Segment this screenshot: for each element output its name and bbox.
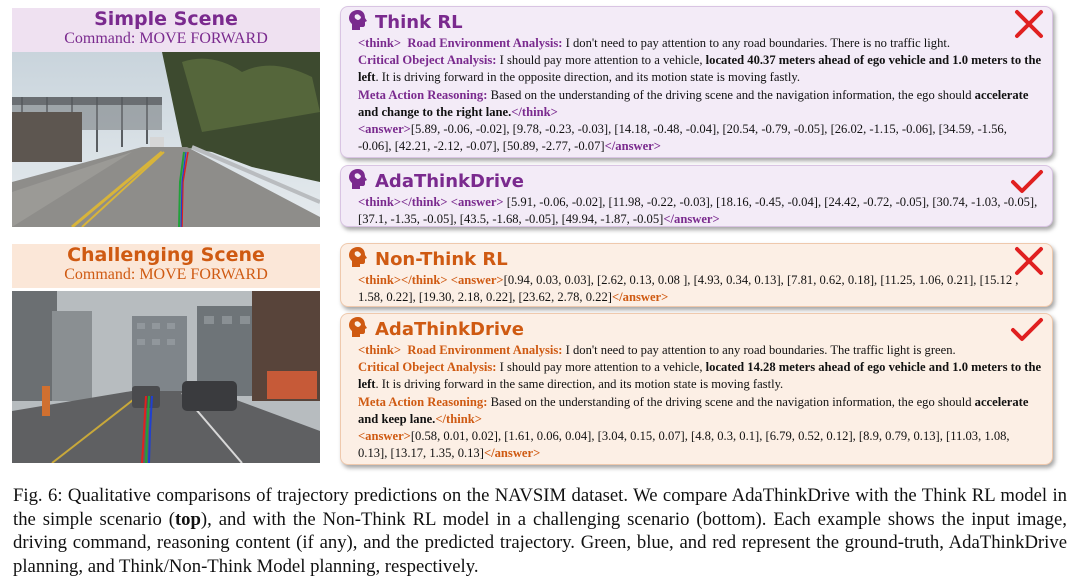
correct-check-icon <box>1010 168 1044 201</box>
simple-scene-command: Command: MOVE FORWARD <box>64 30 268 47</box>
simple-scene-image <box>12 52 320 227</box>
non-think-rl-answer: <think></think> <answer>[0.94, 0.03, 0.03], [2.62, 0.13, 0.08 ], [4.93, 0.34, 0.13], [7.81, 0.62, 0.18], [11.25, 1.06, 0.21], [15.12 , 1.58, 0.22], [19.30, 2.18, 0.22], [23.62, 2.78, 0.22]</answer> <box>358 273 1019 305</box>
adathinkdrive-challenging-reasoning: <think> Road Environment Analysis: I don't need to pay attention to any road boundaries. The traffic light is green. Critical Obeject Analysis: I should pay more attention to a vehicle, located 14.28 meters ahead of ego vehicle and 1.0 meters to the left. It is driving forward in the same direction, and its motion state is moving fastly. Meta Action Reasoning: Based on the understanding of the driving scene and the navigation information, the ego should accelerate and keep lane.</think> <answer>[0.58, 0.01, 0.02], [1.61, 0.06, 0.04], [3.04, 0.15, 0.07], [4.8, 0.3, 0.1], [6.79, 0.52, 0.12], [8.9, 0.79, 0.13], [11.03, 1.08, 0.13], [13.17, 1.35, 0.13]</answer> <box>358 343 1042 461</box>
correct-check-icon <box>1010 316 1044 349</box>
non-think-rl-panel <box>340 243 1053 307</box>
adathinkdrive-challenging-panel <box>340 313 1053 465</box>
adathinkdrive-simple-panel <box>340 165 1053 227</box>
figure-caption: Fig. 6: Qualitative comparisons of trajectory predictions on the NAVSIM dataset. We compare AdaThinkDrive with the Think RL model in the simple scenario (top), and with the Non-Think RL model in a challenging scenario (bottom). Each example shows the input image, driving command, reasoning content (if any), and the predicted trajectory. Green, blue, and red represent the ground-truth, AdaThinkDrive planning, and Think/Non-Think Model planning, respectively. <box>13 485 1067 577</box>
think-rl-title: Think RL <box>375 12 463 33</box>
challenging-scene-image <box>12 291 320 463</box>
brain-head-icon <box>347 168 369 195</box>
adathinkdrive-challenging-answer: [0.58, 0.01, 0.02], [1.61, 0.06, 0.04], [3.04, 0.15, 0.07], [4.8, 0.3, 0.1], [6.79, 0.52, 0.12], [8.9, 0.79, 0.13], [11.03, 1.08, 0.13], [13.17, 1.35, 0.13] <box>358 429 1010 461</box>
challenging-scene-header <box>12 244 320 288</box>
brain-head-icon <box>347 246 369 273</box>
challenging-scene-command: Command: MOVE FORWARD <box>64 266 268 283</box>
adathinkdrive-challenging-title: AdaThinkDrive <box>375 319 524 340</box>
simple-scene-header <box>12 8 320 52</box>
adathinkdrive-simple-answer: <think></think> <answer> [5.91, -0.06, -0.02], [11.98, -0.22, -0.03], [18.16, -0.45, -0.04], [24.42, -0.72, -0.05], [30.74, -1.03, -0.05], [37.1, -1.35, -0.05], [43.5, -1.68, -0.05], [49.94, -1.87, -0.05]</answer> <box>358 195 1038 227</box>
think-rl-reasoning: <think> Road Environment Analysis: I don't need to pay attention to any road boundaries. There is no traffic light. Critical Obeject Analysis: I should pay more attention to a vehicle, located 40.37 meters ahead of ego vehicle and 1.0 meters to the left. It is driving forward in the opposite direction, and its motion state is moving fastly. Meta Action Reasoning: Based on the understanding of the driving scene and the navigation information, the ego should accelerate and change to the right lane.</think> <answer>[5.89, -0.06, -0.02], [9.78, -0.23, -0.03], [14.18, -0.48, -0.04], [20.54, -0.79, -0.05], [26.02, -1.15, -0.06], [34.59, -1.56, -0.06], [42.21, -2.12, -0.07], [50.89, -2.77, -0.07]</answer> <box>358 36 1042 154</box>
adathinkdrive-simple-title: AdaThinkDrive <box>375 171 524 192</box>
think-rl-answer: [5.89, -0.06, -0.02], [9.78, -0.23, -0.03], [14.18, -0.48, -0.04], [20.54, -0.79, -0.05], [26.02, -1.15, -0.06], [34.59, -1.56, -0.06], [42.21, -2.12, -0.07], [50.89, -2.77, -0.07] <box>358 122 1007 154</box>
challenging-scene-title: Challenging Scene <box>67 244 265 266</box>
wrong-x-icon <box>1014 246 1044 281</box>
wrong-x-icon <box>1014 9 1044 44</box>
think-rl-panel <box>340 6 1053 158</box>
brain-head-icon <box>347 316 369 343</box>
brain-head-icon <box>347 9 369 36</box>
non-think-rl-title: Non-Think RL <box>375 249 508 270</box>
simple-scene-title: Simple Scene <box>94 8 238 30</box>
